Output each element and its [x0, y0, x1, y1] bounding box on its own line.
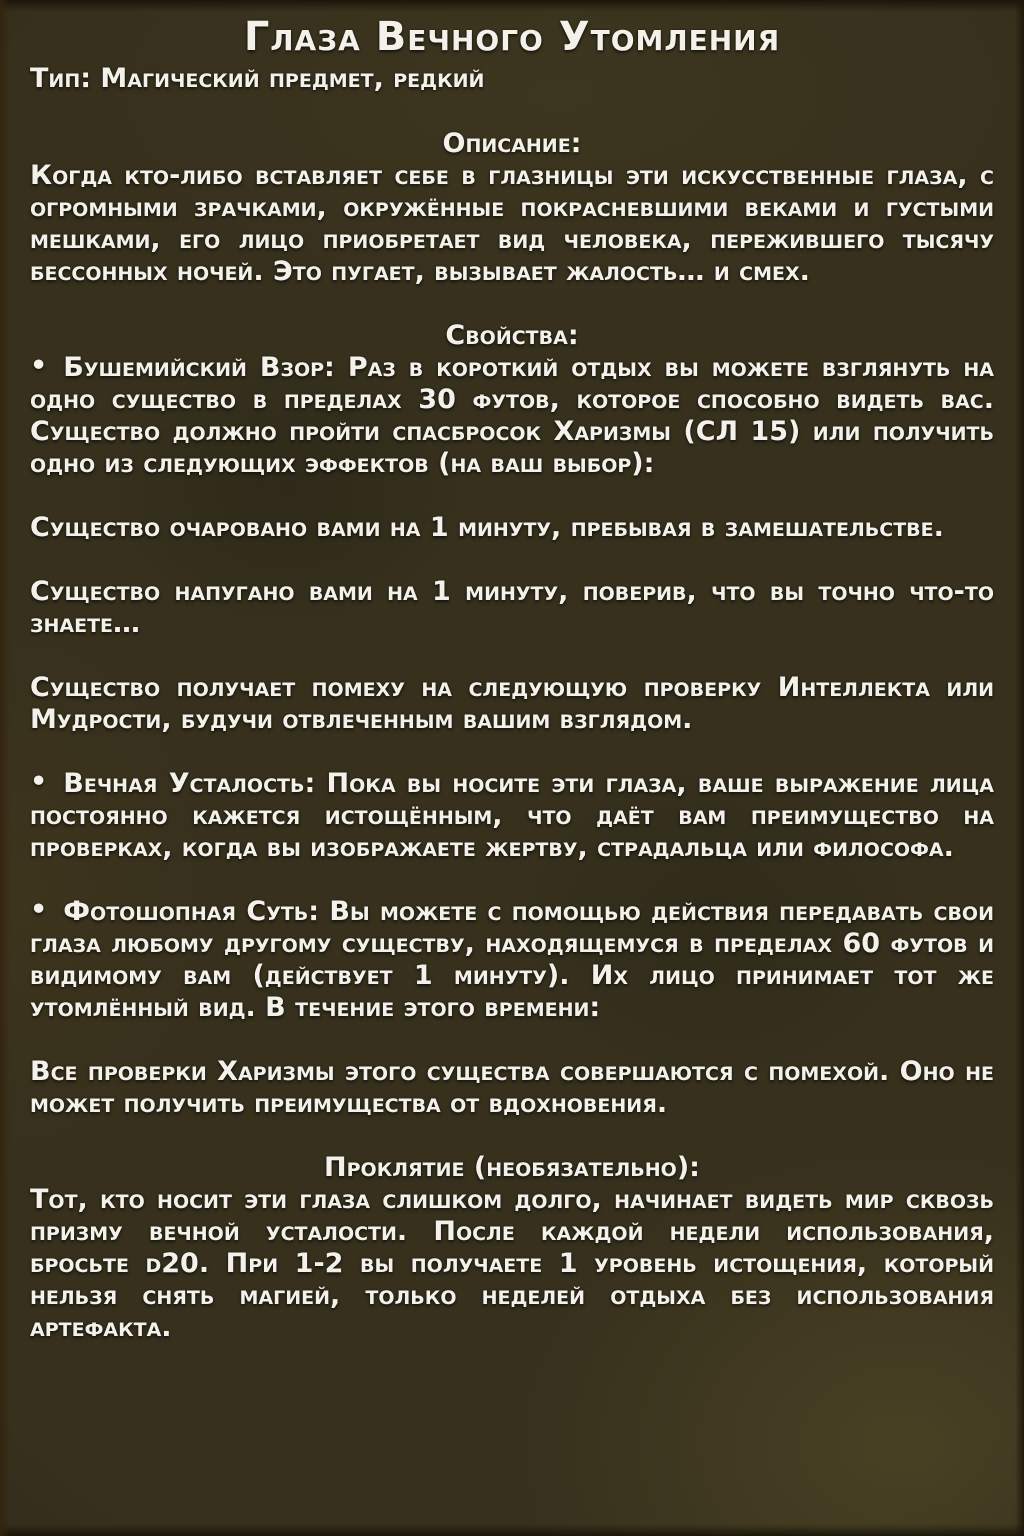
- description-heading: Описание:: [442, 128, 582, 159]
- property-bushemi-gaze: [30, 352, 994, 480]
- curse-heading: Проклятие (необязательно):: [324, 1152, 700, 1183]
- gaze-effect-disadvantage: Существо получает помеху на следующую проверку Интеллекта или Мудрости, будучи отвлеченным вашим взглядом.: [30, 672, 994, 735]
- property-eternal-fatigue-text: Вечная Усталость: Пока вы носите эти глаза, ваше выражение лица постоянно кажется истощённым, что даёт вам преимущество на проверках, когда вы изображаете жертву, страдальца или философа.: [30, 768, 994, 863]
- bullet-icon: •: [30, 894, 48, 925]
- property-bushemi-gaze-text: Бушемийский Взор: Раз в короткий отдых вы можете взглянуть на одно существо в пределах 30 футов, которое способно видеть вас. Существо должно пройти спасбросок Харизмы (СЛ 15) или получить одно из следующих эффектов (на ваш выбор):: [30, 352, 994, 479]
- curse-text: Тот, кто носит эти глаза слишком долго, начинает видеть мир сквозь призму вечной усталости. После каждой недели использования, бросьте d20. При 1-2 вы получаете 1 уровень истощения, который нельзя снять магией, только неделей отдыха без использования артефакта.: [30, 1184, 994, 1343]
- property-eternal-fatigue: [30, 768, 994, 864]
- bullet-icon: •: [30, 766, 48, 797]
- property-photoshop-essence-text: Фотошопная Суть: Вы можете с помощью действия передавать свои глаза любому другому существу, находящемуся в пределах 60 футов и видимому вам (действует 1 минуту). Их лицо принимает тот же утомлённый вид. В течение этого времени:: [30, 896, 994, 1023]
- item-title: Глаза Вечного Утомления: [243, 14, 781, 60]
- gaze-effect-frightened: Существо напугано вами на 1 минуту, поверив, что вы точно что-то знаете…: [30, 576, 994, 639]
- bullet-icon: •: [30, 350, 48, 381]
- property-photoshop-essence: [30, 896, 994, 1024]
- properties-heading: Свойства:: [445, 320, 579, 351]
- description-text: Когда кто-либо вставляет себе в глазницы эти искусственные глаза, с огромными зрачками, окружённые покрасневшими веками и густыми мешками, его лицо приобретает вид человека, пережившего тысячу бессонных ночей. Это пугает, вызывает жалость… и смех.: [30, 160, 994, 287]
- item-type-line: Тип: Магический предмет, редкий: [30, 63, 485, 94]
- transfer-effect-text: Все проверки Харизмы этого существа совершаются с помехой. Оно не может получить преимущества от вдохновения.: [30, 1056, 994, 1119]
- gaze-effect-charmed: Существо очаровано вами на 1 минуту, пребывая в замешательстве.: [30, 512, 944, 543]
